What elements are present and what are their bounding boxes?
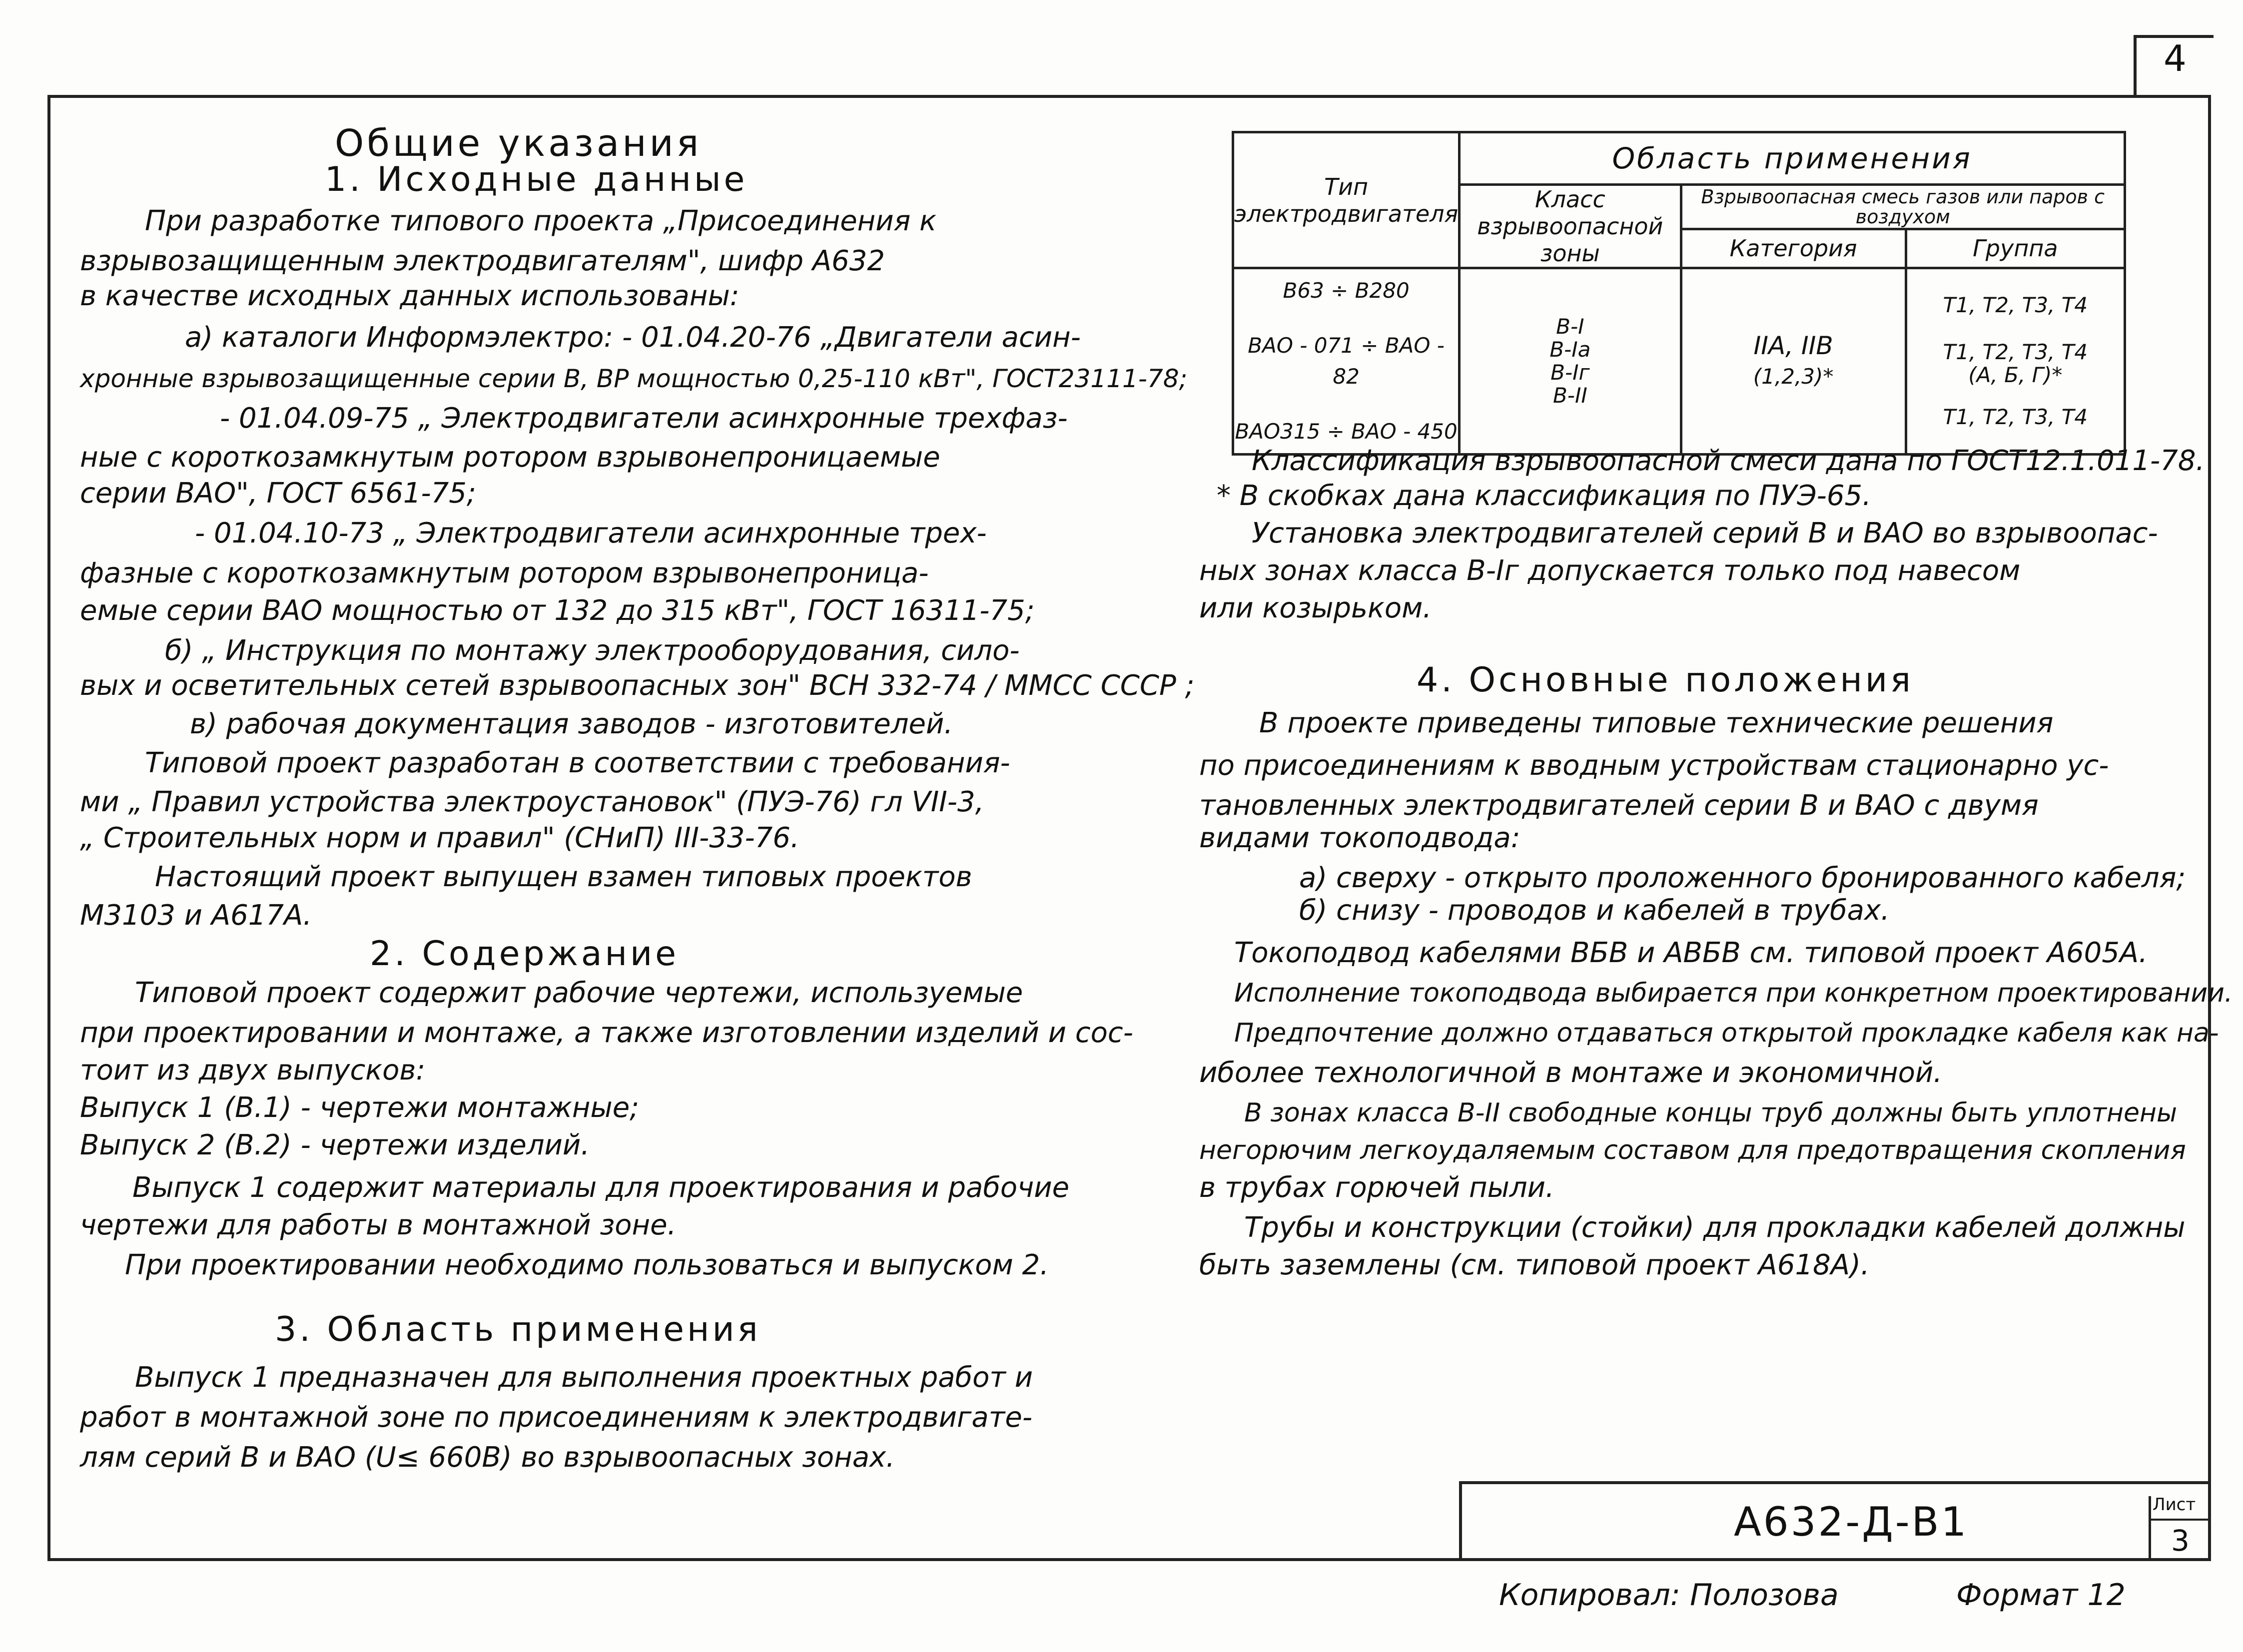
text-line: в) рабочая документация заводов - изготовителей. xyxy=(190,708,953,740)
text-line: - 01.04.10-73 „ Электродвигатели асинхронные трех- xyxy=(195,517,987,550)
text-line: хронные взрывозащищенные серии В, ВР мощностью 0,25-110 кВт", ГОСТ23111-78; xyxy=(80,364,1188,393)
text-line: емые серии ВАО мощностью от 132 до 315 кВт", ГОСТ 16311-75; xyxy=(80,594,1035,627)
section-2-title: 2. Содержание xyxy=(370,934,680,974)
note-line: или козырьком. xyxy=(1199,592,1432,624)
note-line: ных зонах класса В-Iг допускается только под навесом xyxy=(1199,554,2021,587)
col-type-header: Тип электродвигателя xyxy=(1233,132,1460,268)
type-value: В63 ÷ В280 xyxy=(1283,278,1410,303)
text-line: серии ВАО", ГОСТ 6561-75; xyxy=(80,477,476,510)
class-value: В-Iа xyxy=(1549,337,1591,362)
text-line: В зонах класса В-II свободные концы труб должны быть уплотнены xyxy=(1244,1098,2178,1128)
drawing-code: А632-Д-В1 xyxy=(1734,1499,1969,1545)
text-line: Токоподвод кабелями ВБВ и АВБВ см. типовой проект А605А. xyxy=(1234,937,2148,969)
class-cell xyxy=(1460,268,1681,455)
class-value: В-I xyxy=(1556,314,1584,339)
section-1-title: 1. Исходные данные xyxy=(325,160,748,199)
text-line: в трубах горючей пыли. xyxy=(1199,1171,1554,1204)
text-line: При разработке типового проекта „Присоединения к xyxy=(145,205,936,237)
text-line: ные с короткозамкнутым ротором взрывонепроницаемые xyxy=(80,441,940,474)
text-line: М3103 и А617А. xyxy=(80,899,312,932)
type-value: ВАО - 071 ÷ ВАО - 82 xyxy=(1248,333,1445,389)
text-line: Предпочтение должно отдаваться открытой прокладке кабеля как на- xyxy=(1234,1018,2219,1048)
text-line: Выпуск 2 (В.2) - чертежи изделий. xyxy=(80,1129,590,1161)
text-line: В проекте приведены типовые технические решения xyxy=(1259,707,2054,739)
text-line: Настоящий проект выпущен взамен типовых проектов xyxy=(155,861,972,893)
group-value: (А, Б, Г)* xyxy=(1968,363,2063,387)
mix-header: Взрывоопасная смесь газов или паров с воздухом xyxy=(1681,185,2125,229)
text-line: Выпуск 1 содержит материалы для проектирования и рабочие xyxy=(132,1171,1070,1204)
text-line: „ Строительных норм и правил" (СНиП) III-33-76. xyxy=(80,822,799,854)
text-line: Типовой проект содержит рабочие чертежи, используемые xyxy=(135,977,1023,1009)
class-value: В-II xyxy=(1552,383,1587,408)
text-line: Выпуск 1 предназначен для выполнения проектных работ и xyxy=(135,1361,1033,1394)
text-line: Исполнение токоподвода выбирается при конкретном проектировании. xyxy=(1234,978,2233,1008)
category-header: Категория xyxy=(1681,229,1906,268)
section-3-title: 3. Область применения xyxy=(275,1310,761,1349)
text-line: ми „ Правил устройства электроустановок" (ПУЭ-76) гл VII-3, xyxy=(80,786,984,818)
category-note: (1,2,3)* xyxy=(1753,364,1834,389)
text-line: тановленных электродвигателей серии В и ВАО с двумя xyxy=(1199,789,2039,822)
group-cell xyxy=(1906,268,2125,455)
type-cell xyxy=(1233,268,1460,455)
corner-sheet-number: 4 xyxy=(2164,37,2187,79)
area-header: Область применения xyxy=(1460,132,2125,185)
text-line: негорючим легкоудаляемым составом для предотвращения скопления xyxy=(1199,1135,2186,1165)
group-value: Т1, Т2, Т3, Т4 xyxy=(1943,340,2088,364)
text-line: фазные с короткозамкнутым ротором взрывонепроница- xyxy=(80,557,929,589)
paper-format: Формат 12 xyxy=(1956,1578,2126,1613)
text-line: чертежи для работы в монтажной зоне. xyxy=(80,1209,677,1241)
group-value: Т1, Т2, Т3, Т4 xyxy=(1943,405,2088,429)
note-line: Классификация взрывоопасной смеси дана по ГОСТ12.1.011-78. xyxy=(1252,445,2205,477)
group-header: Группа xyxy=(1906,229,2125,268)
text-line: Выпуск 1 (В.1) - чертежи монтажные; xyxy=(80,1092,640,1124)
sheet-number: 3 xyxy=(2171,1524,2190,1558)
category-cell xyxy=(1681,268,1906,455)
application-table xyxy=(1232,131,2126,456)
text-line: тоит из двух выпусков: xyxy=(80,1054,426,1087)
sheet-divider xyxy=(2149,1519,2211,1521)
text-line: взрывозащищенным электродвигателям", шифр А632 xyxy=(80,245,885,277)
text-line: Типовой проект разработан в соответствии с требования- xyxy=(145,747,1010,779)
group-value: Т1, Т2, Т3, Т4 xyxy=(1943,293,2088,317)
copied-by: Копировал: Полозова xyxy=(1499,1578,1839,1613)
doc-title: Общие указания xyxy=(335,122,702,165)
text-line: видами токоподвода: xyxy=(1199,822,1520,854)
text-line: б) снизу - проводов и кабелей в трубах. xyxy=(1299,894,1890,927)
text-line: лям серий В и ВАО (U≤ 660В) во взрывоопасных зонах. xyxy=(80,1441,895,1474)
text-line: а) каталоги Информэлектро: - 01.04.20-76 „Двигатели асин- xyxy=(185,321,1081,354)
text-line: в качестве исходных данных использованы: xyxy=(80,280,740,312)
sheet-label: Лист xyxy=(2153,1495,2196,1515)
text-line: а) сверху - открыто проложенного бронированного кабеля; xyxy=(1299,862,2186,894)
section-4-title: 4. Основные положения xyxy=(1417,660,1914,700)
text-line: вых и осветительных сетей взрывоопасных зон" ВСН 332-74 / ММСС СССР ; xyxy=(80,669,1195,702)
text-line: При проектировании необходимо пользоваться и выпуском 2. xyxy=(125,1249,1049,1281)
text-line: - 01.04.09-75 „ Электродвигатели асинхронные трехфаз- xyxy=(220,402,1068,435)
text-line: Трубы и конструкции (стойки) для прокладки кабелей должны xyxy=(1244,1211,2186,1244)
text-line: работ в монтажной зоне по присоединениям к электродвигате- xyxy=(80,1401,1033,1434)
class-value: В-Iг xyxy=(1550,360,1590,385)
category-value: IIА, IIВ xyxy=(1753,331,1833,360)
text-line: при проектировании и монтаже, а также изготовлении изделий и сос- xyxy=(80,1017,1133,1049)
note-line: Установка электродвигателей серий В и ВАО во взрывоопас- xyxy=(1252,517,2158,550)
type-value: ВАО315 ÷ ВАО - 450 xyxy=(1235,419,1458,444)
class-header: Класс взрывоопасной зоны xyxy=(1460,185,1681,268)
note-line: * В скобках дана классификация по ПУЭ-65. xyxy=(1217,480,1871,512)
text-line: по присоединениям к вводным устройствам стационарно ус- xyxy=(1199,749,2109,782)
text-line: б) „ Инструкция по монтажу электрооборудования, сило- xyxy=(165,634,1020,667)
text-line: быть заземлены (см. типовой проект А618А). xyxy=(1199,1249,1870,1281)
text-line: иболее технологичной в монтаже и экономичной. xyxy=(1199,1057,1943,1089)
